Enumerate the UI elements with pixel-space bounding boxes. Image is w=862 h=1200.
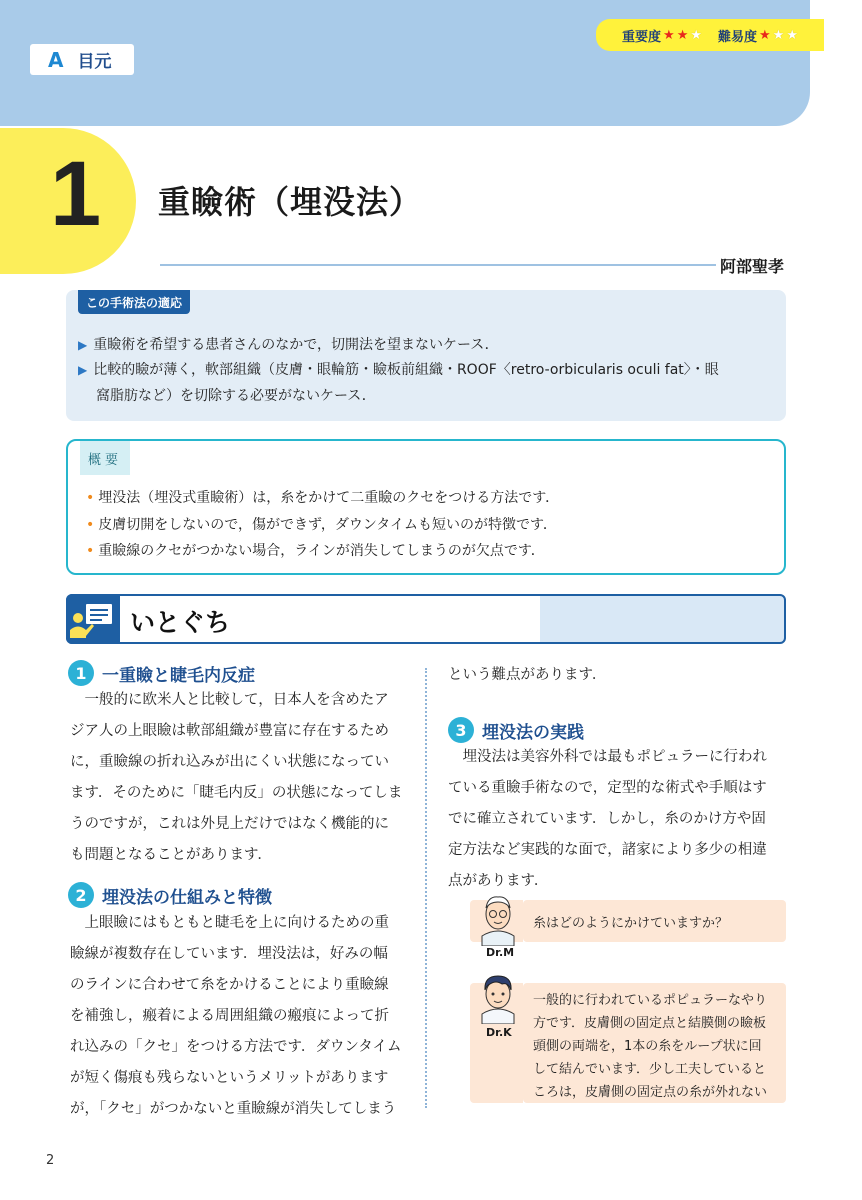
author-divider (160, 264, 716, 266)
subsection-title: 一重瞼と睫毛内反症 (102, 665, 255, 686)
speech-bubble: 一般的に行われているポピュラーなやり 方です．皮膚側の固定点と結膜側の瞼板 頭側の両端を，1本の糸をループ状に回 して結んでいます．少し工夫していると ころは，皮膚側の固定点の糸が外れない (523, 983, 786, 1103)
subsection-heading (68, 882, 272, 908)
bullet-dot-icon: • (86, 517, 95, 533)
difficulty-rating (718, 26, 798, 45)
importance-label: 重要度 (622, 29, 662, 45)
indication-item-continued: 窩脂肪など）を切除する必要がないケース． (96, 388, 376, 404)
overview-item: • 埋没法（埋没式重瞼術）は，糸をかけて二重瞼のクセをつける方法です． (86, 490, 560, 506)
chapter-number: 1 (50, 143, 102, 245)
indication-item: ▶ 比較的瞼が薄く，軟部組織（皮膚・眼輪筋・瞼板前組織・ROOF〈retro-orbicularis oculi fat〉・眼 (78, 362, 719, 378)
paragraph-continued: という難点があります． (448, 667, 607, 683)
speech-bubble: 糸はどのようにかけていますか？ (523, 900, 786, 942)
speaker-label: Dr.K (486, 1026, 512, 1039)
indication-label: この手術法の適応 (78, 290, 190, 314)
chapter-title: 重瞼術（埋没法） (158, 183, 423, 221)
number-badge: 1 (68, 660, 94, 686)
triangle-bullet-icon: ▶ (78, 338, 88, 352)
subsection-heading (68, 660, 255, 686)
avatar (476, 890, 520, 950)
star-icon: ★ (786, 27, 798, 43)
bullet-dot-icon: • (86, 543, 95, 559)
overview-item: • 重瞼線のクセがつかない場合，ラインが消失してしまうのが欠点です． (86, 543, 545, 559)
triangle-bullet-icon: ▶ (78, 363, 88, 377)
number-badge: 2 (68, 882, 94, 908)
rating-bar (596, 19, 824, 51)
section-name: 目元 (77, 52, 112, 72)
section-letter: A (48, 47, 64, 72)
star-icon: ★ (663, 27, 675, 43)
difficulty-label: 難易度 (718, 29, 758, 45)
paragraph: 一般的に欧米人と比較して，日本人を含めたア ジア人の上眼瞼は軟部組織が豊富に存在するため に，重瞼線の折れ込みが出にくい状態になってい ます．そのために「睫毛内反」の状態になってしま うのですが，これは外見上だけではなく機能的に も問題となることがあります． (70, 692, 403, 863)
bullet-dot-icon: • (86, 490, 95, 506)
section-title: いとぐち (130, 608, 231, 637)
doctor-k-icon (476, 968, 520, 1024)
doctor-m-icon (476, 890, 520, 946)
speaker-label: Dr.M (486, 946, 515, 959)
subsection-title: 埋没法の仕組みと特徴 (102, 887, 272, 908)
paragraph: 埋没法は美容外科では最もポピュラーに行われ ている重瞼手術なので，定型的な術式や手順はす でに確立されています．しかし，糸のかけ方や固 定方法など実践的な面で，諸家により多少の相違 点があります． (448, 749, 767, 889)
section-tab (30, 44, 134, 75)
subsection-heading (448, 717, 584, 743)
star-icon: ★ (772, 27, 785, 43)
avatar (476, 968, 520, 1028)
number-badge: 3 (448, 717, 474, 743)
indication-item: ▶ 重瞼術を希望する患者さんのなかで，切開法を望まないケース． (78, 337, 499, 353)
paragraph: 上眼瞼にはもともと睫毛を上に向けるための重 瞼線が複数存在しています．埋没法は，好みの幅 のラインに合わせて糸をかけることにより重瞼線 を補強し，瘢着による周囲組織の瘢痕によって折 れ込みの「クセ」をつける方法です．ダウンタイム が短く傷痕も残らないというメリットがあります が，「クセ」がつかないと重瞼線が消失してしまう (70, 915, 402, 1117)
author-name: 阿部聖孝 (720, 257, 785, 276)
page-number: 2 (46, 1153, 55, 1168)
star-icon: ★ (759, 27, 771, 43)
star-icon: ★ (690, 27, 702, 43)
overview-label: 概要 (80, 441, 130, 475)
importance-rating (622, 26, 702, 45)
star-icon: ★ (676, 27, 689, 43)
overview-item: • 皮膚切開をしないので，傷ができず，ダウンタイムも短いのが特徴です． (86, 517, 557, 533)
section-icon-box (66, 594, 120, 644)
presenter-icon (66, 594, 120, 644)
column-divider (425, 668, 427, 1108)
subsection-title: 埋没法の実践 (482, 722, 584, 743)
